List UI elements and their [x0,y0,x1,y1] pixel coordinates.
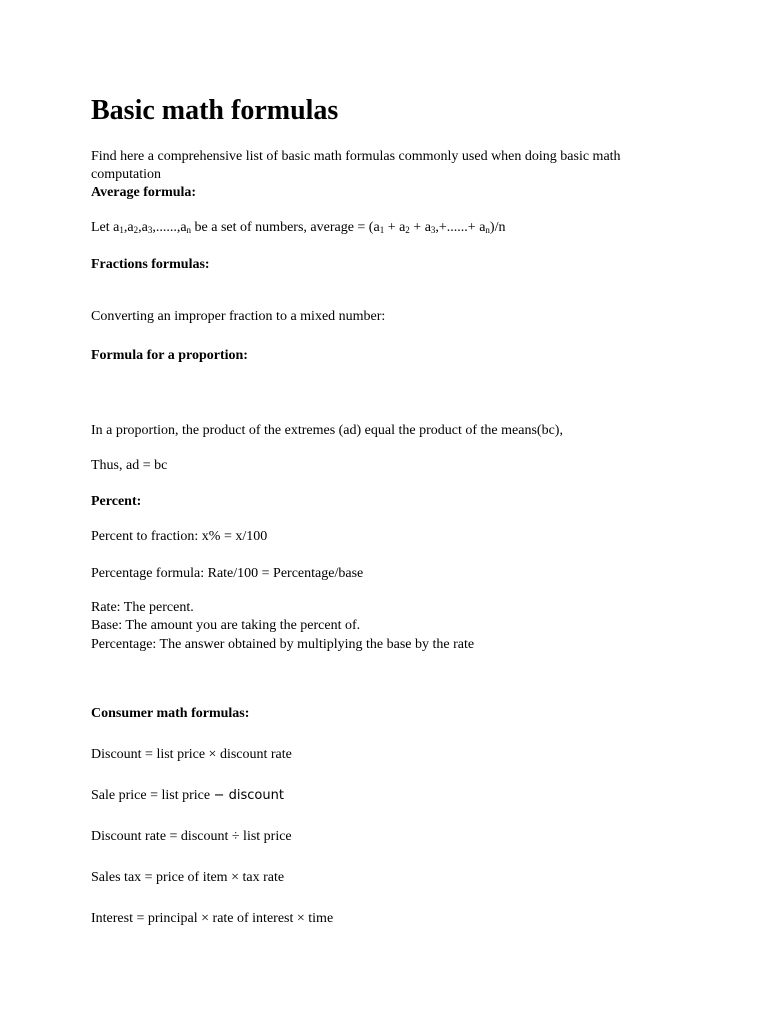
improper-fraction-text: Converting an improper fraction to a mixed number: [91,309,386,324]
page-title: Basic math formulas [91,95,339,126]
percentage-definition: Percentage: The answer obtained by multiplying the base by the rate [91,637,475,652]
fractions-heading: Fractions formulas: [91,257,210,272]
proportion-thus: Thus, ad = bc [91,458,168,473]
proportion-heading: Formula for a proportion: [91,348,248,363]
consumer-heading: Consumer math formulas: [91,706,250,721]
percent-to-fraction: Percent to fraction: x% = x/100 [91,529,268,544]
sales-tax-formula: Sales tax = price of item × tax rate [91,870,285,885]
percentage-formula: Percentage formula: Rate/100 = Percentage/base [91,566,364,581]
discount-rate-formula: Discount rate = discount ÷ list price [91,829,292,844]
proportion-text: In a proportion, the product of the extremes (ad) equal the product of the means(bc), [91,423,563,438]
sale-price-formula: Sale price = list price − discount [91,788,284,803]
average-formula: Let $a_1,a_2,a_3,......,a_n$ be a set of numbers, average = $(a_1 + a_2 + a_3,+......+ a_n)/n$ [91,220,506,235]
interest-formula: Interest = principal × rate of interest × time [91,911,334,926]
intro-text-line-2: computation [91,167,161,182]
average-heading: Average formula: [91,185,197,200]
rate-definition: Rate: The percent. [91,600,194,615]
intro-text-line-1: Find here a comprehensive list of basic math formulas commonly used when doing basic math [91,149,621,164]
percent-heading: Percent: [91,494,142,509]
discount-formula: Discount = list price × discount rate [91,747,292,762]
base-definition: Base: The amount you are taking the percent of. [91,618,361,633]
